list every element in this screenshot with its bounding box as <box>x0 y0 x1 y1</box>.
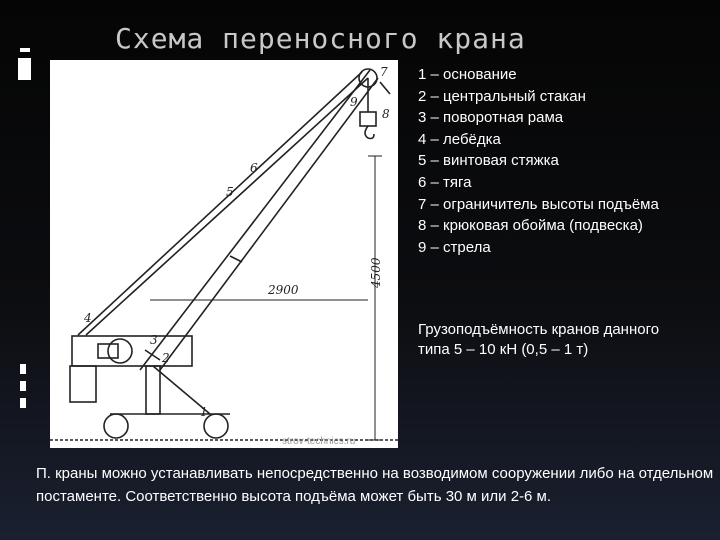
wheel-left <box>104 414 128 438</box>
callout-9: 9 <box>350 95 358 109</box>
legend-item-height-limiter: 7 – ограничитель высоты подъёма <box>418 195 659 213</box>
central-column <box>146 366 160 414</box>
decor-bar-large <box>18 58 31 80</box>
crane-drawing <box>50 60 398 448</box>
legend-item-rotating-frame: 3 – поворотная рама <box>418 109 564 127</box>
callout-8: 8 <box>382 107 390 121</box>
callout-7: 7 <box>380 65 388 79</box>
crane-diagram <box>50 60 398 448</box>
hook-block <box>360 112 376 126</box>
tie-rod <box>78 72 362 335</box>
callout-2: 2 <box>162 351 170 365</box>
decor-bar-small-1 <box>20 364 26 374</box>
capacity-text: Грузоподъёмность кранов данного типа 5 – 10 кН (0,5 – 1 т) <box>418 321 660 358</box>
decor-bar-small-2 <box>20 381 26 391</box>
callout-4: 4 <box>84 311 92 325</box>
callout-6: 6 <box>250 161 258 175</box>
hook <box>365 126 374 139</box>
legend-item-tie-rod: 6 – тяга <box>418 173 472 191</box>
legend-item-boom: 9 – стрела <box>418 238 491 256</box>
boom-brace <box>145 350 160 360</box>
reach-dimension-label: 2900 <box>268 283 299 297</box>
winch-drum <box>108 339 132 363</box>
decor-bar-top <box>20 48 30 52</box>
boom-chord-left <box>140 70 370 370</box>
legend-item-central-column: 2 – центральный стакан <box>418 87 586 105</box>
installation-note: П. краны можно устанавливать непосредственно на возводимом сооружении либо на отдельном постаменте. Соответственно высота подъёма может быть 30 м или 2-6 м. <box>36 465 714 505</box>
boom-chord-right <box>160 78 378 370</box>
watermark: strov-technics.ru <box>282 436 356 447</box>
slide-title: Схема переносного крана <box>115 22 526 55</box>
legend-item-base: 1 – основание <box>418 66 517 83</box>
decor-bar-small-3 <box>20 398 26 408</box>
boom-brace <box>230 256 242 262</box>
callout-5: 5 <box>226 185 234 199</box>
legend-list <box>418 64 678 258</box>
legend-item-screw-tie: 5 – винтовая стяжка <box>418 152 559 170</box>
height-limiter <box>380 82 390 94</box>
legend-item-winch: 4 – лебёдка <box>418 130 501 148</box>
height-dimension-label: 4500 <box>369 257 383 288</box>
callout-3: 3 <box>150 333 158 347</box>
callout-1: 1 <box>200 405 208 419</box>
counterweight <box>70 366 96 402</box>
legend-item-hook-block: 8 – крюковая обойма (подвеска) <box>418 217 643 235</box>
tie-rod-inner <box>86 78 368 335</box>
